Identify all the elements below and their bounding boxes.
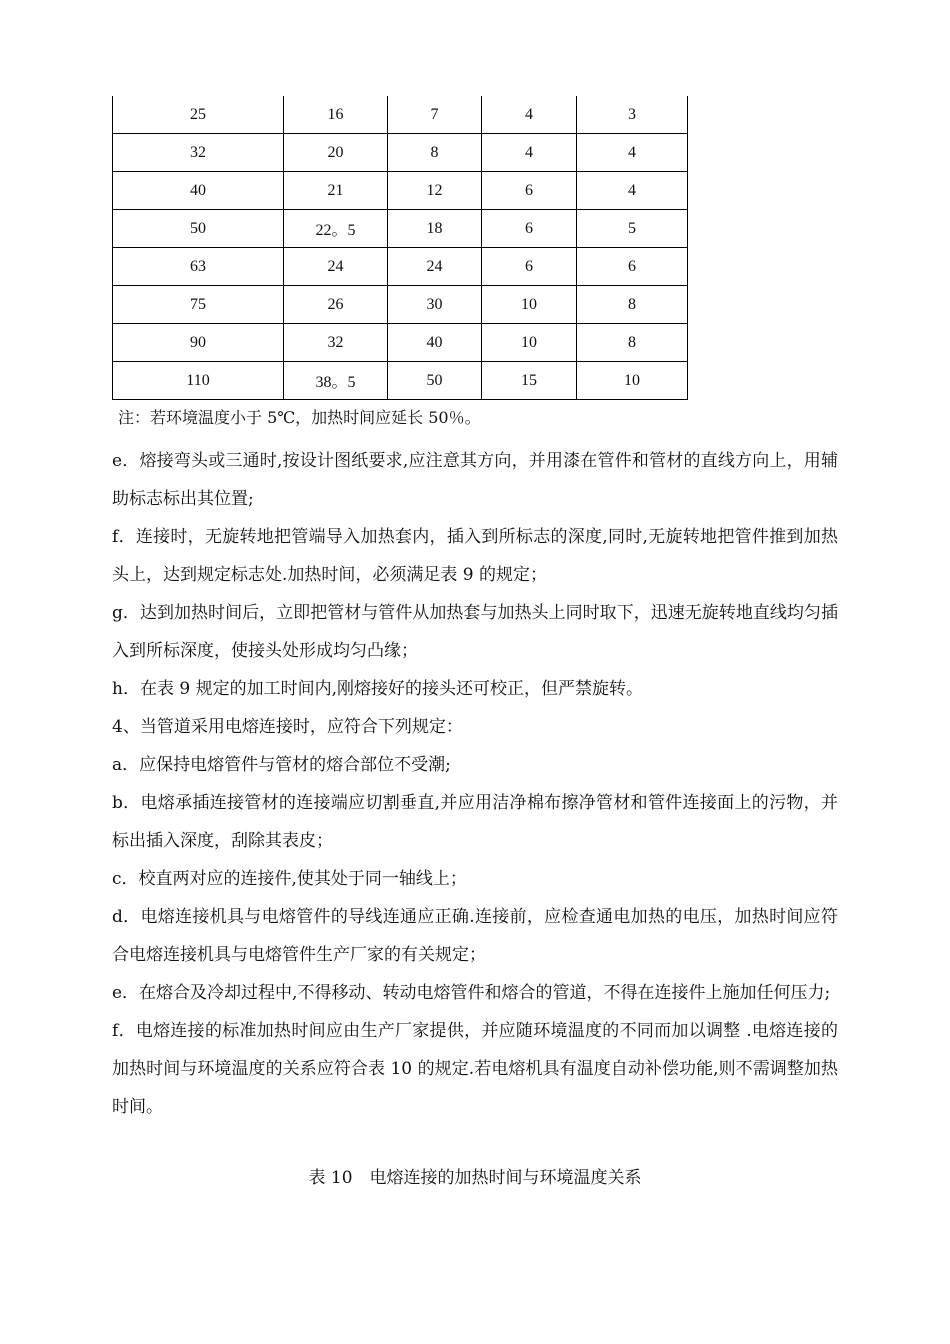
table-cell: 18: [388, 210, 482, 248]
table-cell: 22。5: [284, 210, 388, 248]
paragraph-a-moisture: a．应保持电熔管件与管材的熔合部位不受潮;: [112, 755, 451, 775]
table-cell: 25: [113, 96, 284, 134]
table-cell: 50: [113, 210, 284, 248]
paragraph-f-connect: f．连接时，无旋转地把管端导入加热套内，插入到所标志的深度,同时,无旋转地把管件推到加热头上，达到规定标志处.加热时间，必须满足表 9 的规定；: [112, 527, 838, 585]
table-cell: 5: [577, 210, 688, 248]
table-cell: 20: [284, 134, 388, 172]
table-row: [113, 172, 688, 210]
paragraph-b-cut: b．电熔承插连接管材的连接端应切割垂直,并应用洁净棉布擦净管材和管件连接面上的污物，并标出插入深度，刮除其表皮；: [112, 793, 838, 851]
body-text: [112, 442, 838, 1126]
table-row: [113, 362, 688, 400]
paragraph-section-4: 4、当管道采用电熔连接时，应符合下列规定：: [112, 717, 463, 737]
table-caption: 表 10 电熔连接的加热时间与环境温度关系: [308, 1168, 642, 1188]
table-cell: 10: [577, 362, 688, 400]
table-cell: 7: [388, 96, 482, 134]
paragraph-h-correct: h．在表 9 规定的加工时间内,刚熔接好的接头还可校正，但严禁旋转。: [112, 679, 643, 699]
table-cell: 6: [577, 248, 688, 286]
table-cell: 75: [113, 286, 284, 324]
table-cell: 32: [113, 134, 284, 172]
paragraph-e-elbow: e．熔接弯头或三通时,按设计图纸要求,应注意其方向，并用漆在管件和管材的直线方向上，用辅助标志标出其位置;: [112, 451, 838, 509]
table-cell: 6: [482, 172, 577, 210]
paragraph-g-insert: g．达到加热时间后，立即把管材与管件从加热套与加热头上同时取下，迅速无旋转地直线均匀插入到所标深度，使接头处形成均匀凸缘；: [112, 603, 838, 661]
table-body: [113, 96, 688, 400]
table-cell: 3: [577, 96, 688, 134]
table-cell: 16: [284, 96, 388, 134]
table-cell: 6: [482, 248, 577, 286]
paragraph-d-wiring: d．电熔连接机具与电熔管件的导线连通应正确.连接前，应检查通电加热的电压，加热时间应符合电熔连接机具与电熔管件生产厂家的有关规定；: [112, 907, 838, 965]
table-cell: 32: [284, 324, 388, 362]
paragraph-f-heating-time: f．电熔连接的标准加热时间应由生产厂家提供，并应随环境温度的不同而加以调整 .电熔连接的加热时间与环境温度的关系应符合表 10 的规定.若电熔机具有温度自动补偿功能,则不需调整加热时间。: [112, 1021, 838, 1117]
table-cell: 90: [113, 324, 284, 362]
table-cell: 38。5: [284, 362, 388, 400]
table-cell: 4: [577, 134, 688, 172]
table-cell: 4: [482, 134, 577, 172]
table-cell: 10: [482, 324, 577, 362]
table-cell: 30: [388, 286, 482, 324]
table-cell: 8: [577, 324, 688, 362]
table-cell: 10: [482, 286, 577, 324]
table-row: [113, 286, 688, 324]
table-cell: 63: [113, 248, 284, 286]
table-row: [113, 248, 688, 286]
table-cell: 6: [482, 210, 577, 248]
table-cell: 8: [577, 286, 688, 324]
table-row: [113, 96, 688, 134]
table-note: 注：若环境温度小于 5℃，加热时间应延长 50％。: [118, 408, 481, 427]
table-cell: 24: [388, 248, 482, 286]
table-cell: 50: [388, 362, 482, 400]
table-cell: 4: [482, 96, 577, 134]
table-row: [113, 134, 688, 172]
heating-time-table: [112, 96, 688, 400]
table-cell: 15: [482, 362, 577, 400]
table-cell: 4: [577, 172, 688, 210]
table-cell: 8: [388, 134, 482, 172]
table-cell: 40: [113, 172, 284, 210]
table-cell: 110: [113, 362, 284, 400]
table-row: [113, 324, 688, 362]
table-cell: 40: [388, 324, 482, 362]
table-cell: 21: [284, 172, 388, 210]
table-cell: 24: [284, 248, 388, 286]
paragraph-e-cooling: e．在熔合及冷却过程中,不得移动、转动电熔管件和熔合的管道，不得在连接件上施加任何压力;: [112, 983, 831, 1003]
table-row: [113, 210, 688, 248]
table-cell: 12: [388, 172, 482, 210]
paragraph-c-align: c．校直两对应的连接件,使其处于同一轴线上；: [112, 869, 467, 889]
table-cell: 26: [284, 286, 388, 324]
